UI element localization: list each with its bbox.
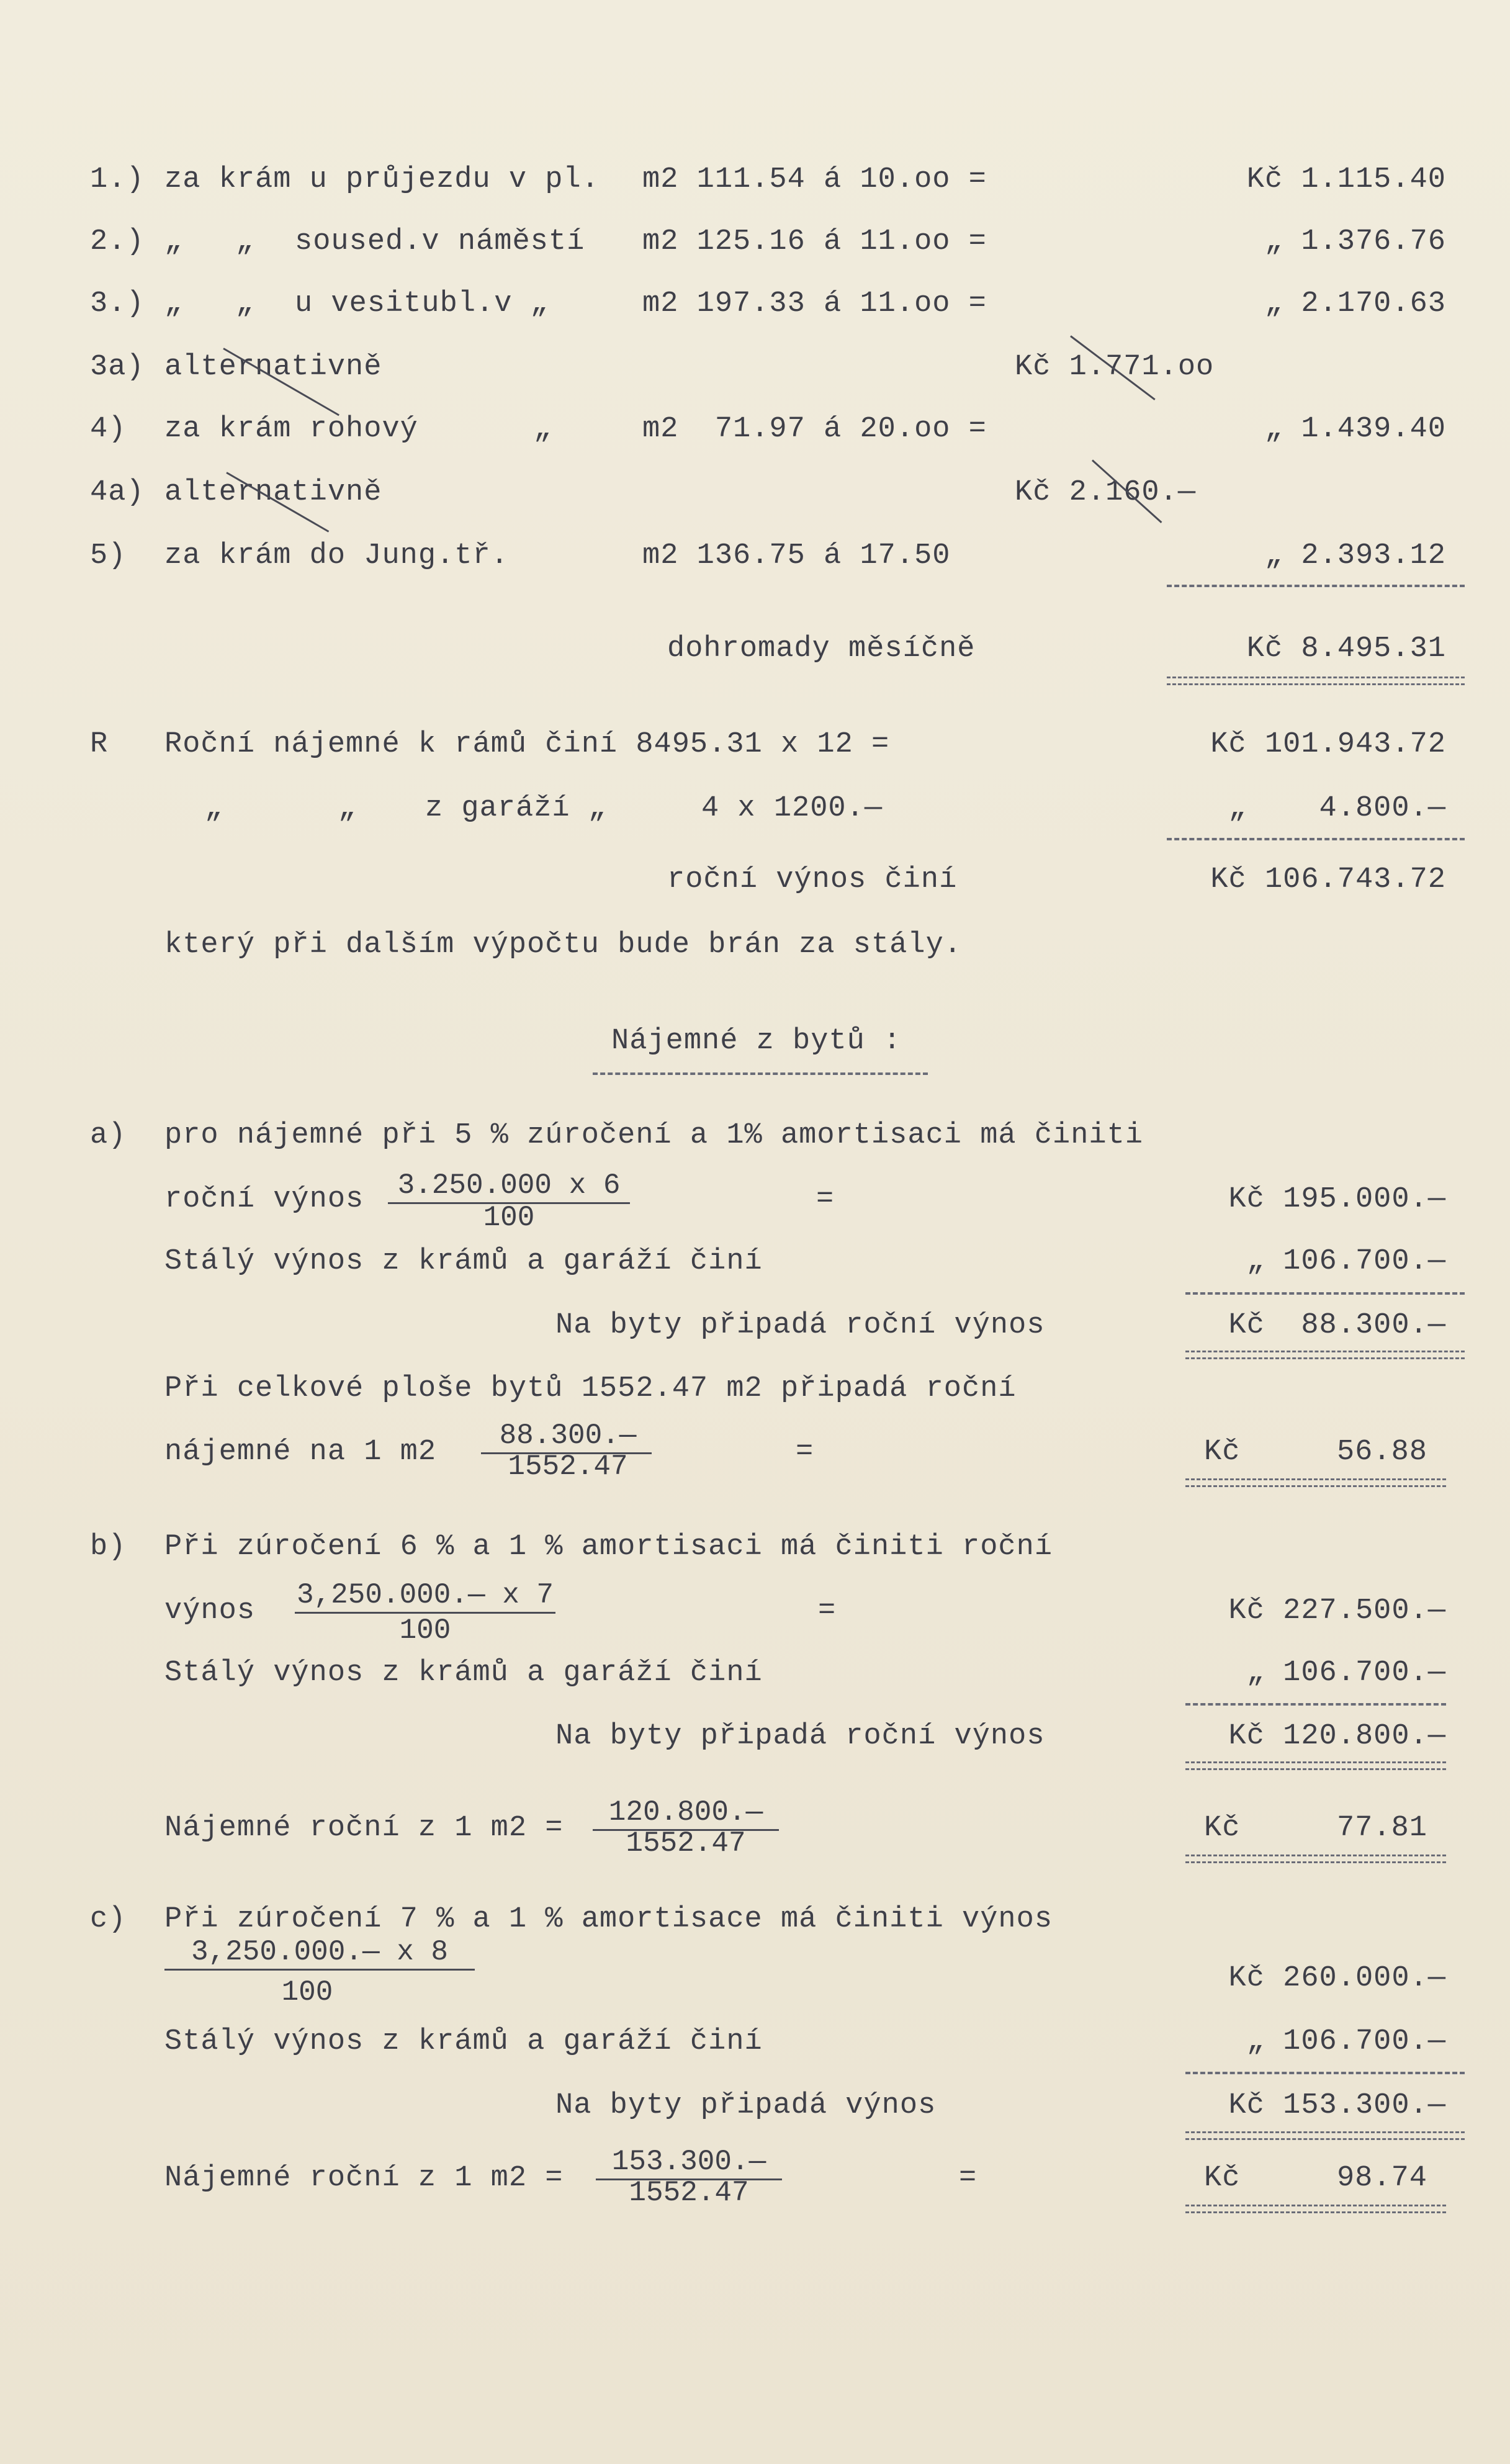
section-label: b) xyxy=(90,1531,127,1563)
amount: „ 106.700.— xyxy=(1246,2025,1446,2058)
alternative-amount: Kč 2.160.— xyxy=(1015,476,1197,509)
section-text: Na byty připadá výnos xyxy=(555,2089,937,2122)
row-description: soused.v náměstí xyxy=(295,225,585,258)
double-underline xyxy=(1185,1761,1446,1770)
fraction-denominator: 1552.47 xyxy=(629,2177,749,2209)
alternative-amount: Kč 1.771.oo xyxy=(1015,351,1215,384)
section-text: roční výnos xyxy=(164,1183,364,1216)
row-amount: „ 2.393.12 xyxy=(1264,539,1446,572)
row-amount: Kč 1.115.40 xyxy=(1246,163,1446,196)
amount: 98.74 xyxy=(1336,2162,1427,2195)
annual-calc: 4 x 1200.— xyxy=(701,792,883,825)
ditto-mark: „ xyxy=(534,413,552,446)
underline xyxy=(1185,1292,1465,1295)
margin-mark: R xyxy=(90,728,109,761)
equals-sign: = xyxy=(816,1183,835,1216)
double-underline xyxy=(1185,2205,1446,2213)
fraction-bar xyxy=(164,1969,475,1971)
section-text: Stálý výnos z krámů a garáží činí xyxy=(164,2025,763,2058)
section-text: Na byty připadá roční výnos xyxy=(555,1309,1045,1342)
fraction-numerator: 3,250.000.— x 8 xyxy=(191,1936,449,1968)
amount: 56.88 xyxy=(1336,1436,1427,1468)
amount: Kč 227.500.— xyxy=(1228,1594,1446,1627)
row-description: alternativně xyxy=(164,351,382,384)
row-calculation: m2 71.97 á 20.oo = xyxy=(642,413,987,446)
row-calculation: m2 125.16 á 11.oo = xyxy=(642,225,987,258)
section-text: pro nájemné při 5 % zúročení a 1% amortisaci má činiti xyxy=(164,1119,1144,1152)
row-number: 1.) xyxy=(90,163,145,196)
section-text: Při zúročení 6 % a 1 % amortisaci má činiti roční xyxy=(164,1531,1053,1563)
row-amount: „ 1.376.76 xyxy=(1264,225,1446,258)
fraction-denominator: 100 xyxy=(399,1614,451,1647)
annual-line: Roční nájemné k rámů činí 8495.31 x 12 = xyxy=(164,728,890,761)
row-amount: „ 1.439.40 xyxy=(1264,413,1446,446)
note: který při dalším výpočtu bude brán za stály. xyxy=(164,928,963,961)
fraction-numerator: 88.300.— xyxy=(499,1419,637,1452)
ditto-mark: „ xyxy=(338,792,357,825)
amount: „ 106.700.— xyxy=(1246,1657,1446,1689)
underline xyxy=(1167,585,1465,587)
section-text: Při celkové ploše bytů 1552.47 m2 připadá roční xyxy=(164,1372,1017,1405)
underline xyxy=(1185,2072,1465,2074)
section-label: c) xyxy=(90,1903,127,1936)
double-underline xyxy=(1185,1855,1446,1863)
row-amount: „ 2.170.63 xyxy=(1264,287,1446,320)
ditto-mark: „ xyxy=(164,225,183,258)
total-amount: Kč 8.495.31 xyxy=(1246,632,1446,665)
ditto-mark: „ xyxy=(236,287,254,320)
fraction-denominator: 100 xyxy=(483,1202,535,1234)
currency: Kč xyxy=(1204,1436,1241,1468)
row-number: 4) xyxy=(90,413,127,446)
section-text: Nájemné roční z 1 m2 = xyxy=(164,2162,564,2195)
annual-amount: Kč 101.943.72 xyxy=(1210,728,1446,761)
section-heading: Nájemné z bytů : xyxy=(611,1025,902,1058)
fraction-numerator: 120.800.— xyxy=(608,1796,763,1828)
row-calculation: m2 136.75 á 17.50 xyxy=(642,539,951,572)
underline xyxy=(1167,838,1465,840)
equals-sign: = xyxy=(818,1594,837,1627)
annual-line: z garáží „ xyxy=(425,792,607,825)
amount: Kč 120.800.— xyxy=(1228,1720,1446,1753)
row-number: 3a) xyxy=(90,351,145,384)
section-text: výnos xyxy=(164,1594,256,1627)
double-underline xyxy=(1185,1478,1446,1487)
fraction-denominator: 100 xyxy=(281,1976,333,2008)
amount: 77.81 xyxy=(1336,1812,1427,1845)
section-label: a) xyxy=(90,1119,127,1152)
section-text: Stálý výnos z krámů a garáží činí xyxy=(164,1657,763,1689)
underline xyxy=(1185,1703,1446,1706)
row-description: za krám u průjezdu v pl. xyxy=(164,163,600,196)
row-number: 3.) xyxy=(90,287,145,320)
fraction-numerator: 3,250.000.— x 7 xyxy=(296,1579,554,1611)
section-text: Nájemné roční z 1 m2 = xyxy=(164,1812,564,1845)
row-description: u vesitubl.v „ xyxy=(295,287,549,320)
heading-underline xyxy=(593,1072,928,1075)
row-number: 4a) xyxy=(90,476,145,509)
amount: Kč 88.300.— xyxy=(1228,1309,1446,1342)
annual-amount: „ 4.800.— xyxy=(1228,792,1446,825)
fraction-denominator: 1552.47 xyxy=(508,1450,628,1483)
fraction-bar xyxy=(295,1612,555,1614)
section-text: nájemné na 1 m2 xyxy=(164,1436,437,1468)
amount: „ 106.700.— xyxy=(1246,1245,1446,1278)
ditto-mark: „ xyxy=(164,287,183,320)
row-number: 2.) xyxy=(90,225,145,258)
row-calculation: m2 197.33 á 11.oo = xyxy=(642,287,987,320)
section-text: Na byty připadá roční výnos xyxy=(555,1720,1045,1753)
amount: Kč 153.300.— xyxy=(1228,2089,1446,2122)
ditto-mark: „ xyxy=(205,792,223,825)
row-description: alternativně xyxy=(164,476,382,509)
double-underline xyxy=(1185,2131,1465,2140)
section-text: Stálý výnos z krámů a garáží činí xyxy=(164,1245,763,1278)
double-underline xyxy=(1167,677,1465,685)
row-number: 5) xyxy=(90,539,127,572)
section-text: Při zúročení 7 % a 1 % amortisace má činiti výnos xyxy=(164,1903,1053,1936)
row-description: za krám do Jung.tř. xyxy=(164,539,509,572)
row-description: za krám rohový xyxy=(164,413,418,446)
yield-label: roční výnos činí xyxy=(667,863,958,896)
equals-sign: = xyxy=(796,1436,814,1468)
amount: Kč 195.000.— xyxy=(1228,1183,1446,1216)
equals-sign: = xyxy=(959,2162,977,2195)
amount: Kč 260.000.— xyxy=(1228,1962,1446,1995)
currency: Kč xyxy=(1204,2162,1241,2195)
fraction-numerator: 3.250.000 x 6 xyxy=(397,1169,621,1202)
row-calculation: m2 111.54 á 10.oo = xyxy=(642,163,987,196)
fraction-numerator: 153.300.— xyxy=(611,2146,766,2178)
double-underline xyxy=(1185,1351,1465,1359)
total-label: dohromady měsíčně xyxy=(667,632,976,665)
ditto-mark: „ xyxy=(236,225,254,258)
yield-amount: Kč 106.743.72 xyxy=(1210,863,1446,896)
currency: Kč xyxy=(1204,1812,1241,1845)
fraction-denominator: 1552.47 xyxy=(626,1827,746,1859)
